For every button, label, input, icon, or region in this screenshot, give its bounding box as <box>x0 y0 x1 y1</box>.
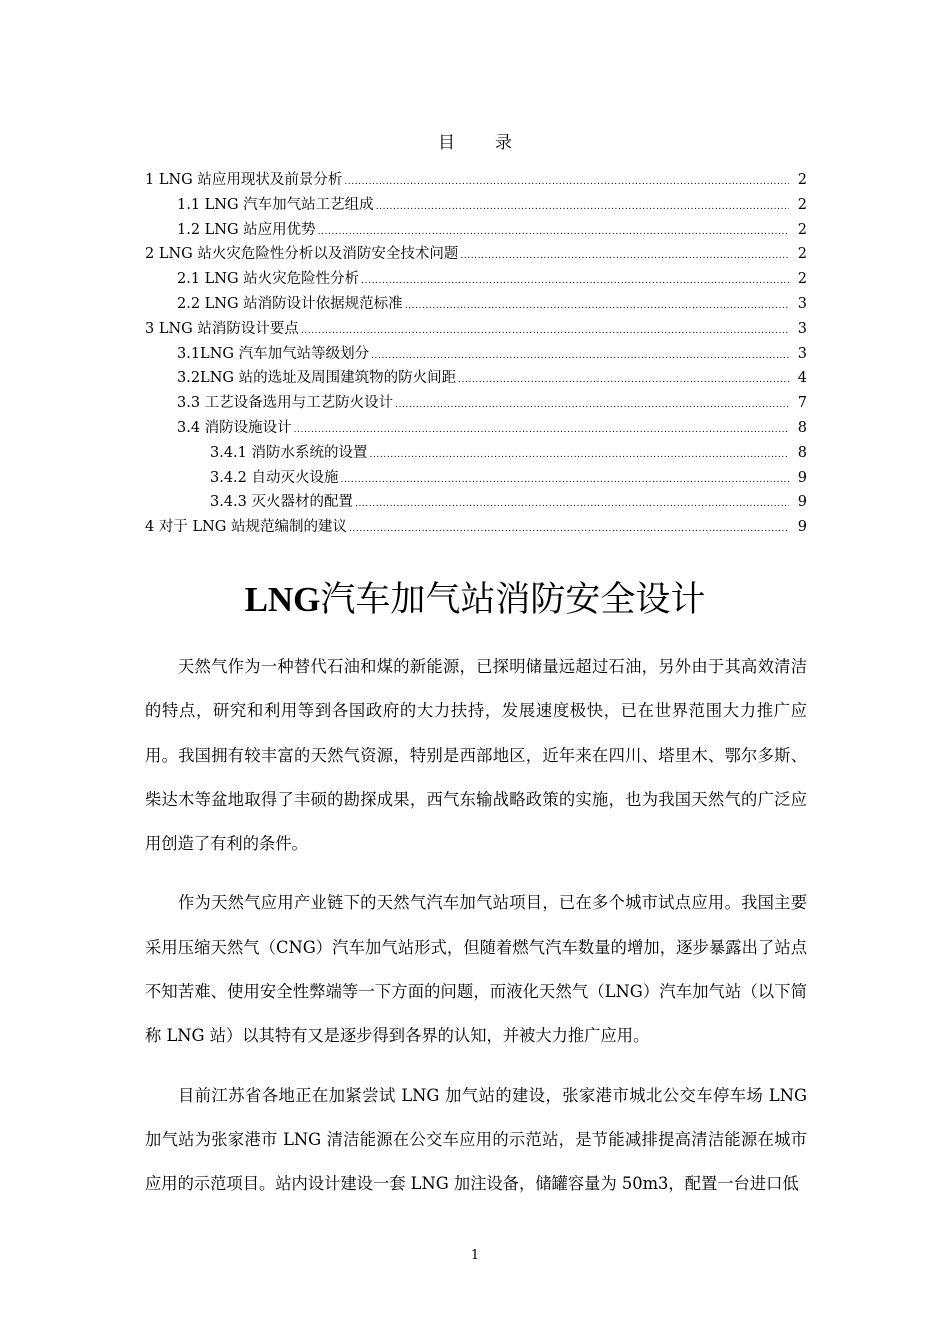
document-body <box>145 645 807 1222</box>
toc-entry-text: 3.3 工艺设备选用与工艺防火设计 <box>177 395 394 412</box>
toc-leader-dots <box>341 468 789 493</box>
toc-entry-page: 8 <box>797 419 807 436</box>
toc-entry-text: 3.4.2 自动灭火设施 <box>210 469 339 486</box>
toc-leader-dots <box>318 220 789 245</box>
toc-entry[interactable] <box>145 441 807 466</box>
toc-title: 目录 <box>438 133 552 153</box>
toc-entry-page: 2 <box>797 221 807 238</box>
toc-entry-page: 2 <box>797 172 807 188</box>
toc-entry[interactable] <box>145 193 807 218</box>
toc-entry-page: 2 <box>797 196 807 213</box>
toc-leader-dots <box>355 492 789 517</box>
toc-entry-page: 3 <box>797 295 807 312</box>
toc-entry-text: 1.1 LNG 汽车加气站工艺组成 <box>177 196 374 213</box>
toc-entry[interactable] <box>145 242 807 267</box>
toc-entry-page: 3 <box>797 320 807 337</box>
toc-entry-page: 7 <box>797 395 807 412</box>
toc-entry-text: 3 LNG 站消防设计要点 <box>145 320 299 337</box>
toc-entry-page: 9 <box>797 469 807 486</box>
toc-entry[interactable] <box>145 515 807 540</box>
toc-leader-dots <box>344 170 789 195</box>
toc-leader-dots <box>370 443 789 468</box>
toc-entry-page: 2 <box>797 271 807 288</box>
toc-entry-text: 2.1 LNG 站火灾危险性分析 <box>177 271 360 288</box>
toc-entry-text: 3.4.1 消防水系统的设置 <box>210 444 368 461</box>
toc-entry-text: 3.4.3 灭火器材的配置 <box>210 494 354 511</box>
toc-entry-text: 3.4 消防设施设计 <box>177 419 292 436</box>
paragraph: 天然气作为一种替代石油和煤的新能源，已探明储量远超过石油，另外由于其高效清洁的特点，研究和利用等到各国政府的大力扶持，发展速度极快，已在世界范围大力推广应用。我国拥有较丰富的天然气资源，特别是西部地区，近年来在四川、塔里木、鄂尔多斯、柴达木等盆地取得了丰硕的勘探成果，西气东输战略政策的实施，也为我国天然气的广泛应用创造了有利的条件。 <box>145 657 807 854</box>
toc-entry[interactable] <box>145 342 807 367</box>
paragraph: 目前江苏省各地正在加紧尝试 LNG 加气站的建设，张家港市城北公交车停车场 LNG 加气站为张家港市 LNG 清洁能源在公交车应用的示范站，是节能减排提高清洁能源在城市应用的示范项目。站内设计建设一套 LNG 加注设备，储罐容量为 50m3，配置一台进口低 <box>145 1085 807 1194</box>
toc-leader-dots <box>371 344 789 369</box>
toc-entry[interactable] <box>145 416 807 441</box>
toc-entry[interactable] <box>145 466 807 491</box>
table-of-contents <box>145 168 807 540</box>
toc-entry[interactable] <box>145 366 807 391</box>
toc-entry-page: 4 <box>797 370 807 387</box>
toc-leader-dots <box>349 517 789 542</box>
toc-entry[interactable] <box>145 292 807 317</box>
toc-entry-text: 3.1LNG 汽车加气站等级划分 <box>177 345 370 362</box>
toc-entry-page: 3 <box>797 345 807 362</box>
toc-entry-page: 8 <box>797 444 807 461</box>
toc-entry-text: 1 LNG 站应用现状及前景分析 <box>145 172 343 188</box>
toc-entry-text: 2 LNG 站火灾危险性分析以及消防安全技术问题 <box>145 246 459 263</box>
document-title-cjk: 汽车加气站消防安全设计 <box>320 580 706 620</box>
toc-leader-dots <box>395 393 789 418</box>
toc-leader-dots <box>294 418 789 443</box>
toc-leader-dots <box>301 319 789 344</box>
toc-entry-page: 9 <box>797 519 807 536</box>
toc-entry[interactable] <box>145 490 807 515</box>
toc-entry-text: 4 对于 LNG 站规范编制的建议 <box>145 519 347 536</box>
page-number: 1 <box>470 1248 480 1263</box>
toc-leader-dots <box>361 269 789 294</box>
toc-entry[interactable] <box>145 317 807 342</box>
toc-entry[interactable] <box>145 267 807 292</box>
toc-entry-page: 9 <box>797 494 807 511</box>
toc-leader-dots <box>458 368 789 393</box>
toc-entry[interactable] <box>145 218 807 243</box>
toc-entry-text: 3.2LNG 站的选址及周围建筑物的防火间距 <box>177 370 457 387</box>
toc-leader-dots <box>376 195 789 220</box>
toc-entry[interactable] <box>145 168 807 193</box>
toc-entry-text: 2.2 LNG 站消防设计依据规范标准 <box>177 295 403 312</box>
toc-leader-dots <box>460 244 789 269</box>
toc-leader-dots <box>405 294 789 319</box>
toc-entry-text: 1.2 LNG 站应用优势 <box>177 221 316 238</box>
paragraph: 作为天然气应用产业链下的天然气汽车加气站项目，已在多个城市试点应用。我国主要采用压缩天然气（CNG）汽车加气站形式，但随着燃气汽车数量的增加，逐步暴露出了站点不知苦难、使用安全性弊端等一下方面的问题，而液化天然气（LNG）汽车加气站（以下简称 LNG 站）以其特有又是逐步得到各界的认知，并被大力推广应用。 <box>145 893 807 1046</box>
document-title-latin: LNG <box>244 580 321 619</box>
document-title <box>0 572 950 628</box>
toc-entry[interactable] <box>145 391 807 416</box>
toc-entry-page: 2 <box>797 246 807 263</box>
